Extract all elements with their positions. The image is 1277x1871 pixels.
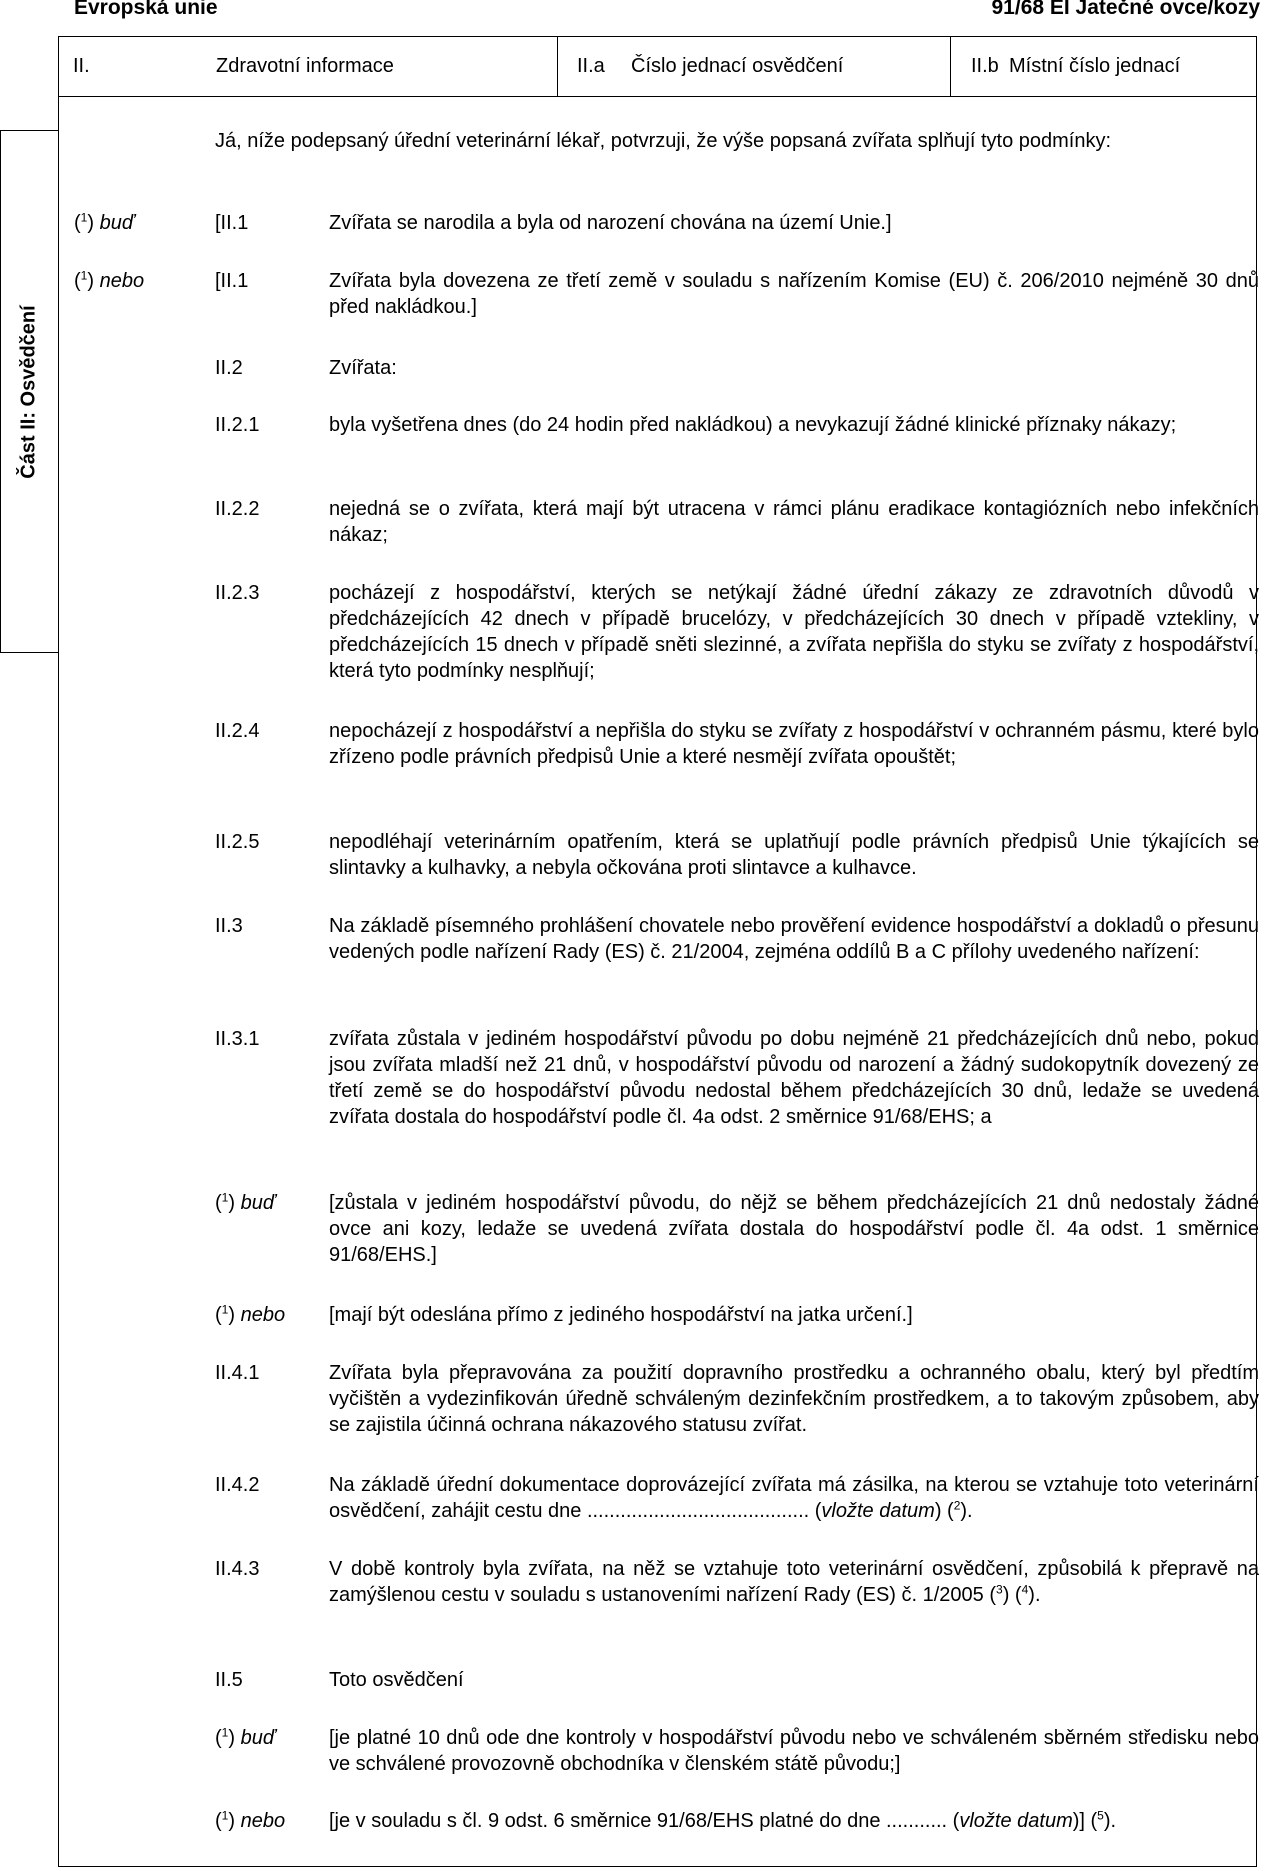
condition-text: Toto osvědčení [329,1669,464,1691]
ref: [II.1 [215,212,249,234]
header-left: Evropská unie [74,0,218,19]
ref: II.2.1 [215,414,260,436]
condition-text: pocházejí z hospodářství, kterých se netýkají žádné úřední zákazy ze zdravotních důvodů v předcházejících 42 dnech v případě brucelózy, v předcházejících 30 dnech v případě vztekliny, v předcházejících 15 dnech v případě sněti slezinné, a zvířata nepřišla do styku se zvířaty z hospodářství, která tyto podmínky nesplňují; [329,582,1259,682]
condition-text: zvířata zůstala v jediném hospodářství původu po dobu nejméně 21 předcházejících dnů nebo, pokud jsou zvířata mladší než 21 dnů, v hospodářství původu od narození a žádný sudokopytník dovezený ze třetí země se do hospodářství původu nedostal během předcházejících 30 dnů, ledaže se uvedená zvířata dostala do hospodářství podle čl. 4a odst. 2 směrnice 91/68/EHS; a [329,1028,1259,1128]
intro-text: Já, níže podepsaný úřední veterinární lékař, potvrzuji, že výše popsaná zvířata splňují tyto podmínky: [215,130,1112,152]
condition-text: Zvířata: [329,357,397,379]
table-header-row [59,37,1256,97]
divider [557,37,558,96]
ref: II.3.1 [215,1028,260,1050]
ref: II.4.1 [215,1362,260,1384]
condition-text: Na základě písemného prohlášení chovatele nebo prověření evidence hospodářství a dokladů o přesunu vedených podle nařízení Rady (ES) č. 21/2004, zejména oddílů B a C přílohy uvedeného nařízení: [329,915,1259,963]
ref: II.2 [215,357,243,379]
col1-number: II. [73,55,90,77]
condition-text: [je v souladu s čl. 9 odst. 6 směrnice 91/68/EHS platné do dne ........... (vložte datum)] ($^5$). [329,1808,1117,1832]
header-right: 91/68 EI Jatečné ovce/kozy [991,0,1260,19]
ref: II.3 [215,915,243,937]
col3-number: II.b [971,55,999,77]
side-label: Část II: Osvědčení [17,305,40,479]
condition-text: byla vyšetřena dnes (do 24 hodin před nakládkou) a nevykazují žádné klinické příznaky nákazy; [329,414,1177,436]
condition-text: [mají být odeslána přímo z jediného hospodářství na jatka určení.] [329,1304,913,1326]
col2-label: Číslo jednací osvědčení [631,55,844,77]
ref: II.2.2 [215,498,260,520]
condition-text: Na základě úřední dokumentace doprovázející zvířata má zásilka, na kterou se vztahuje toto veterinární osvědčení, zahájit cestu dne ........................................ (vložte datum) ($^2$). [329,1474,1259,1522]
col2-number: II.a [577,55,605,77]
ref: II.2.4 [215,720,260,742]
col3-label: Místní číslo jednací [1009,55,1181,77]
condition-text: V době kontroly byla zvířata, na něž se vztahuje toto veterinární osvědčení, způsobilá k přepravě na zamýšlenou cestu v souladu s ustanoveními nařízení Rady (ES) č. 1/2005 ($^3$) ($^4$). [329,1558,1259,1606]
ref: II.4.3 [215,1558,260,1580]
condition-text: [zůstala v jediném hospodářství původu, do nějž se během předcházejících 21 dnů nedostaly žádné ovce ani kozy, ledaže se uvedená zvířata dostala do hospodářství podle čl. 4a odst. 1 směrnice 91/68/EHS.] [329,1192,1259,1266]
ref: [II.1 [215,270,249,292]
condition-text: nepocházejí z hospodářství a nepřišla do styku se zvířaty z hospodářství v ochranném pásmu, které bylo zřízeno podle právních předpisů Unie a které nesmějí zvířata opouštět; [329,720,1259,768]
ref: II.2.5 [215,831,260,853]
condition-text: [je platné 10 dnů ode dne kontroly v hospodářství původu nebo ve schváleném sběrném středisku nebo ve schválené provozovně obchodníka v členském státě původu;] [329,1727,1259,1775]
condition-text: Zvířata byla přepravována za použití dopravního prostředku a ochranného obalu, který byl předtím vyčištěn a vydezinfikován úředně schváleným dezinfekčním prostředkem, a to takovým způsobem, aby se zajistila účinná ochrana nákazového statusu zvířat. [329,1362,1259,1436]
ref: II.5 [215,1669,243,1691]
condition-text: Zvířata byla dovezena ze třetí země v souladu s nařízením Komise (EU) č. 206/2010 nejméně 30 dnů před nakládkou.] [329,270,1259,318]
col1-label: Zdravotní informace [216,55,394,77]
ref: II.4.2 [215,1474,260,1496]
condition-text: Zvířata se narodila a byla od narození chována na území Unie.] [329,212,892,234]
divider [950,37,951,96]
ref: II.2.3 [215,582,260,604]
condition-text: nepodléhají veterinárním opatřením, která se uplatňují podle právních předpisů Unie týkajících se slintavky a kulhavky, a nebyla očkována proti slintavce a kulhavce. [329,831,1259,879]
condition-text: nejedná se o zvířata, která mají být utracena v rámci plánu eradikace kontagiózních nebo infekčních nákaz; [329,498,1259,546]
